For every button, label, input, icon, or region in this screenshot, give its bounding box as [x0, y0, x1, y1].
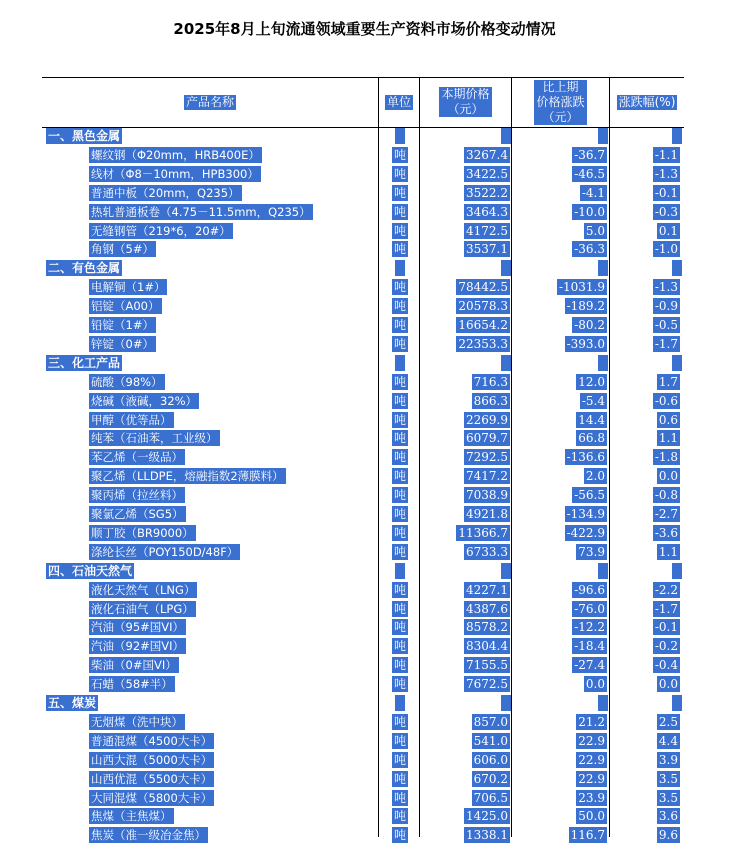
table-row — [42, 448, 684, 467]
table-row — [42, 335, 684, 354]
table-row — [42, 486, 684, 505]
table-row — [42, 203, 684, 222]
change-pct-cell: -0.6 — [654, 393, 678, 408]
empty-cell — [598, 563, 608, 579]
change-cell: -36.7 — [574, 147, 605, 162]
price-cell: 7672.5 — [466, 677, 508, 692]
product-name: 汽油（92#国VI） — [91, 639, 185, 654]
empty-cell — [598, 260, 608, 276]
empty-cell — [501, 260, 511, 276]
change-pct-cell: -1.8 — [654, 450, 678, 465]
unit-cell: 吨 — [394, 450, 407, 465]
change-cell: -56.5 — [574, 488, 605, 503]
product-name: 涤纶长丝（POY150D/48F） — [91, 544, 239, 559]
change-pct-cell: 0.0 — [658, 677, 678, 692]
table-row — [42, 429, 684, 448]
header-price: 本期价格 （元） — [441, 87, 490, 116]
table-row — [42, 316, 684, 335]
price-cell: 1425.0 — [466, 809, 508, 824]
price-cell: 706.5 — [473, 790, 508, 805]
price-cell: 7417.2 — [466, 469, 508, 484]
change-cell: -96.6 — [574, 582, 605, 597]
change-cell: 50.0 — [578, 809, 605, 824]
price-cell: 3522.2 — [466, 185, 508, 200]
price-cell: 4921.8 — [466, 507, 508, 521]
change-pct-cell: 1.1 — [658, 431, 678, 446]
change-pct-cell: -1.1 — [654, 147, 678, 162]
table-row — [42, 600, 684, 619]
price-cell: 7155.5 — [466, 658, 508, 673]
change-cell: 5.0 — [585, 223, 605, 238]
price-cell: 606.0 — [473, 752, 508, 767]
unit-cell: 吨 — [394, 374, 407, 389]
change-pct-cell: -0.1 — [654, 185, 678, 200]
empty-cell — [501, 695, 511, 711]
unit-cell: 吨 — [394, 544, 407, 559]
unit-cell: 吨 — [394, 752, 407, 767]
change-pct-cell: 3.9 — [658, 752, 678, 767]
product-name: 汽油（95#国VI） — [91, 620, 185, 635]
change-pct-cell: -0.2 — [654, 639, 678, 654]
table-row — [42, 505, 684, 524]
empty-cell — [672, 563, 682, 579]
header-change: 比上期 价格涨跌 （元） — [536, 79, 585, 124]
change-cell: -36.3 — [574, 242, 605, 257]
table-row — [42, 524, 684, 543]
category-label: 四、石油天然气 — [48, 563, 133, 578]
table-row — [42, 411, 684, 430]
change-cell: -4.1 — [581, 185, 605, 200]
change-cell: -27.4 — [574, 658, 605, 673]
category-label: 二、有色金属 — [48, 261, 121, 276]
price-cell: 7038.9 — [466, 488, 508, 503]
change-cell: -12.2 — [574, 620, 605, 635]
change-cell: -422.9 — [566, 525, 605, 540]
change-cell: -46.5 — [574, 166, 605, 181]
table-row — [42, 807, 684, 826]
empty-cell — [598, 355, 608, 371]
price-cell: 20578.3 — [458, 299, 508, 314]
change-cell: 116.7 — [570, 828, 605, 843]
change-pct-cell: 3.5 — [658, 790, 678, 805]
price-cell: 8578.2 — [466, 620, 508, 635]
table-row — [42, 240, 684, 259]
unit-cell: 吨 — [394, 790, 407, 805]
table-row — [42, 392, 684, 411]
price-cell: 3537.1 — [466, 242, 508, 257]
table-row — [42, 656, 684, 675]
unit-cell: 吨 — [394, 601, 407, 616]
unit-cell: 吨 — [394, 469, 407, 484]
empty-cell — [395, 128, 405, 144]
product-name: 无缝钢管（219*6，20#） — [91, 223, 231, 238]
unit-cell: 吨 — [394, 525, 407, 540]
category-row — [42, 354, 684, 373]
change-cell: 23.9 — [578, 790, 605, 805]
table-row — [42, 222, 684, 241]
product-name: 锌锭（0#） — [91, 336, 154, 351]
table-row — [42, 278, 684, 297]
price-cell: 6733.3 — [466, 544, 508, 559]
product-name: 无烟煤（洗中块） — [91, 714, 183, 729]
price-cell: 1338.1 — [466, 828, 508, 843]
header-unit: 单位 — [386, 94, 411, 109]
price-cell: 670.2 — [473, 771, 508, 786]
price-cell: 4227.1 — [466, 582, 508, 597]
unit-cell: 吨 — [394, 677, 407, 692]
unit-cell: 吨 — [394, 507, 407, 521]
unit-cell: 吨 — [394, 488, 407, 503]
product-name: 山西优混（5500大卡） — [91, 771, 213, 786]
price-cell: 2269.9 — [466, 412, 508, 427]
change-cell: -80.2 — [574, 318, 605, 332]
change-cell: 66.8 — [578, 431, 605, 446]
unit-cell: 吨 — [394, 393, 407, 408]
empty-cell — [501, 563, 511, 579]
change-cell: -18.4 — [574, 639, 605, 654]
empty-cell — [501, 128, 511, 144]
product-name: 石蜡（58#半） — [91, 677, 173, 692]
unit-cell: 吨 — [394, 809, 407, 824]
table-row — [42, 618, 684, 637]
table-row — [42, 543, 684, 562]
change-pct-cell: -0.5 — [654, 318, 678, 332]
table-row — [42, 373, 684, 392]
change-pct-cell: -1.3 — [654, 166, 678, 181]
unit-cell: 吨 — [394, 828, 407, 843]
unit-cell: 吨 — [394, 620, 407, 635]
price-cell: 8304.4 — [466, 639, 508, 654]
table-row — [42, 675, 684, 694]
price-cell: 11366.7 — [458, 525, 508, 540]
table-row — [42, 297, 684, 316]
change-pct-cell: -0.8 — [654, 488, 678, 503]
change-cell: -134.9 — [566, 507, 605, 521]
empty-cell — [501, 355, 511, 371]
change-cell: 0.0 — [585, 677, 605, 692]
table-row — [42, 713, 684, 732]
unit-cell: 吨 — [394, 431, 407, 446]
change-pct-cell: 4.4 — [658, 733, 678, 748]
product-name: 铅锭（1#） — [91, 318, 154, 332]
price-cell: 4387.6 — [466, 601, 508, 616]
price-cell: 6079.7 — [466, 431, 508, 446]
change-cell: -393.0 — [566, 336, 605, 351]
change-pct-cell: -1.7 — [654, 336, 678, 351]
category-row — [42, 259, 684, 278]
empty-cell — [395, 260, 405, 276]
product-name: 液化天然气（LNG） — [91, 582, 196, 597]
unit-cell: 吨 — [394, 185, 407, 200]
empty-cell — [672, 128, 682, 144]
price-cell: 78442.5 — [458, 280, 508, 295]
product-name: 柴油（0#国VI） — [91, 658, 177, 673]
change-pct-cell: -0.3 — [654, 204, 678, 219]
change-pct-cell: -0.9 — [654, 299, 678, 314]
change-pct-cell: -1.0 — [654, 242, 678, 257]
price-cell: 716.3 — [473, 374, 508, 389]
change-cell: 22.9 — [578, 733, 605, 748]
price-cell: 3267.4 — [466, 147, 508, 162]
header-product-name: 产品名称 — [185, 94, 234, 109]
product-name: 焦煤（主焦煤） — [91, 809, 172, 824]
price-cell: 16654.2 — [458, 318, 508, 332]
change-cell: 21.2 — [578, 714, 605, 729]
change-pct-cell: 1.1 — [658, 544, 678, 559]
empty-cell — [395, 695, 405, 711]
change-cell: 22.9 — [578, 771, 605, 786]
unit-cell: 吨 — [394, 658, 407, 673]
page-title: 2025年8月上旬流通领域重要生产资料市场价格变动情况 — [173, 20, 556, 38]
product-name: 烧碱（液碱，32%） — [91, 393, 198, 408]
product-name: 聚氯乙烯（SG5） — [91, 507, 184, 521]
product-name: 苯乙烯（一级品） — [91, 450, 183, 465]
price-cell: 4172.5 — [466, 223, 508, 238]
empty-cell — [672, 260, 682, 276]
product-name: 普通混煤（4500大卡） — [91, 733, 213, 748]
change-pct-cell: -0.4 — [654, 658, 678, 673]
product-name: 线材（Φ8－10mm，HPB300） — [91, 166, 259, 181]
unit-cell: 吨 — [394, 336, 407, 351]
price-cell: 7292.5 — [466, 450, 508, 465]
product-name: 铝锭（A00） — [91, 299, 160, 314]
price-cell: 857.0 — [473, 714, 508, 729]
header-change-pct: 涨跌幅(%) — [618, 94, 676, 109]
price-cell: 541.0 — [473, 733, 508, 748]
product-name: 液化石油气（LPG） — [91, 601, 194, 616]
unit-cell: 吨 — [394, 280, 407, 295]
product-name: 顺丁胶（BR9000） — [91, 525, 194, 540]
product-name: 山西大混（5000大卡） — [91, 752, 213, 767]
change-pct-cell: 1.7 — [658, 374, 678, 389]
product-name: 热轧普通板卷（4.75－11.5mm，Q235） — [91, 204, 311, 219]
change-pct-cell: -1.3 — [654, 280, 678, 295]
unit-cell: 吨 — [394, 412, 407, 427]
change-pct-cell: 9.6 — [658, 828, 678, 843]
change-cell: -10.0 — [574, 204, 605, 219]
change-cell: -1031.9 — [558, 280, 605, 295]
unit-cell: 吨 — [394, 223, 407, 238]
category-label: 一、黑色金属 — [48, 129, 121, 143]
unit-cell: 吨 — [394, 318, 407, 332]
table-row — [42, 732, 684, 751]
change-cell: -5.4 — [581, 393, 605, 408]
unit-cell: 吨 — [394, 204, 407, 219]
change-pct-cell: -1.7 — [654, 601, 678, 616]
product-name: 螺纹钢（Φ20mm，HRB400E） — [91, 147, 260, 162]
change-pct-cell: -2.7 — [654, 507, 678, 521]
table-row — [42, 770, 684, 789]
category-label: 三、化工产品 — [48, 355, 121, 370]
price-cell: 866.3 — [473, 393, 508, 408]
product-name: 聚乙烯（LLDPE，熔融指数2薄膜料） — [91, 469, 284, 484]
change-pct-cell: 0.1 — [658, 223, 678, 238]
change-cell: 73.9 — [578, 544, 605, 559]
price-cell: 3464.3 — [466, 204, 508, 219]
product-name: 纯苯（石油苯，工业级） — [91, 431, 218, 446]
change-pct-cell: -2.2 — [654, 582, 678, 597]
empty-cell — [672, 355, 682, 371]
price-cell: 3422.5 — [466, 166, 508, 181]
empty-cell — [598, 128, 608, 144]
change-cell: 12.0 — [578, 374, 605, 389]
price-cell: 22353.3 — [458, 336, 508, 351]
unit-cell: 吨 — [394, 714, 407, 729]
product-name: 普通中板（20mm，Q235） — [91, 185, 240, 200]
unit-cell: 吨 — [394, 639, 407, 654]
price-table — [42, 77, 684, 843]
unit-cell: 吨 — [394, 147, 407, 162]
product-name: 聚丙烯（拉丝料） — [91, 488, 183, 503]
product-name: 甲醇（优等品） — [91, 412, 172, 427]
table-row — [42, 637, 684, 656]
table-row — [42, 789, 684, 808]
empty-cell — [395, 563, 405, 579]
unit-cell: 吨 — [394, 242, 407, 257]
category-row — [42, 127, 684, 146]
change-pct-cell: -0.1 — [654, 620, 678, 635]
change-pct-cell: -3.6 — [654, 525, 678, 540]
product-name: 焦炭（准一级冶金焦） — [91, 828, 206, 843]
change-cell: -189.2 — [566, 299, 605, 314]
empty-cell — [395, 355, 405, 371]
unit-cell: 吨 — [394, 166, 407, 181]
empty-cell — [598, 695, 608, 711]
table-row — [42, 184, 684, 203]
product-name: 电解铜（1#） — [91, 280, 166, 295]
table-row — [42, 581, 684, 600]
change-cell: 2.0 — [585, 469, 605, 484]
category-row — [42, 694, 684, 713]
product-name: 硫酸（98%） — [91, 374, 163, 389]
table-row — [42, 467, 684, 486]
change-pct-cell: 3.5 — [658, 771, 678, 786]
change-cell: -136.6 — [566, 450, 605, 465]
unit-cell: 吨 — [394, 582, 407, 597]
product-name: 角钢（5#） — [91, 242, 154, 257]
product-name: 大同混煤（5800大卡） — [91, 790, 213, 805]
change-cell: 22.9 — [578, 752, 605, 767]
empty-cell — [672, 695, 682, 711]
unit-cell: 吨 — [394, 733, 407, 748]
change-cell: 14.4 — [578, 412, 605, 427]
table-row — [42, 165, 684, 184]
category-row — [42, 562, 684, 581]
table-row — [42, 751, 684, 770]
category-label: 五、煤炭 — [48, 696, 97, 710]
change-pct-cell: 2.5 — [658, 714, 678, 729]
change-pct-cell: 0.0 — [658, 469, 678, 484]
unit-cell: 吨 — [394, 771, 407, 786]
change-cell: -76.0 — [574, 601, 605, 616]
table-row — [42, 146, 684, 165]
table-row — [42, 826, 684, 845]
change-pct-cell: 0.6 — [658, 412, 678, 427]
unit-cell: 吨 — [394, 299, 407, 314]
change-pct-cell: 3.6 — [658, 809, 678, 824]
